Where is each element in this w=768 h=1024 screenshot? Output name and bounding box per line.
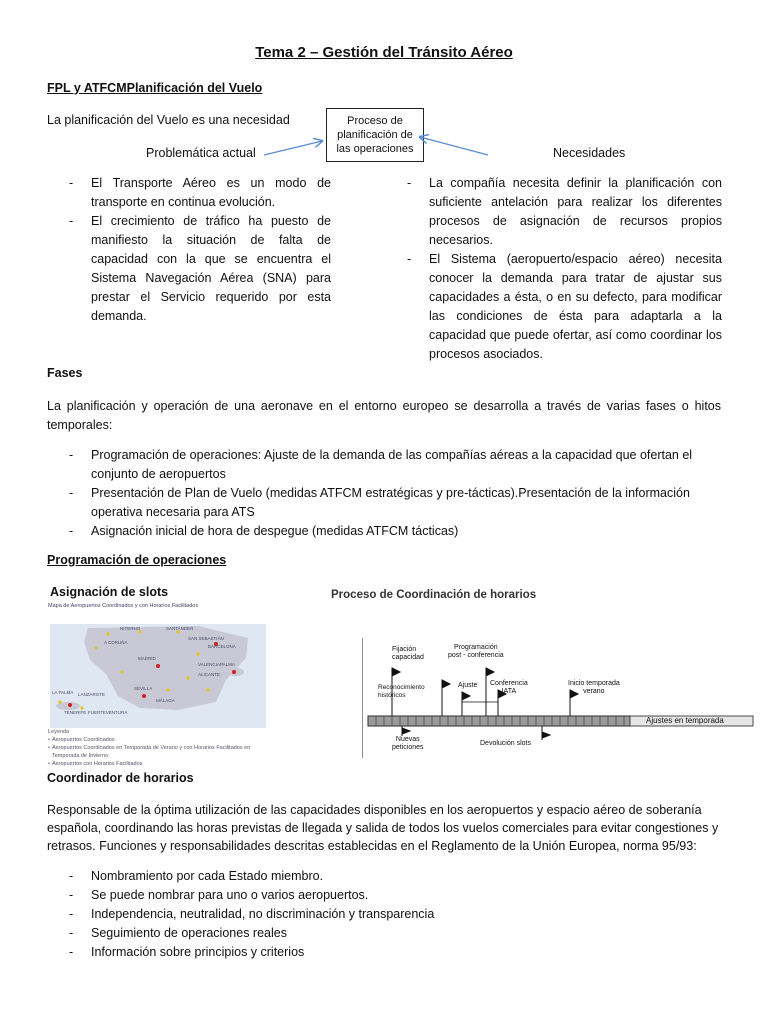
arrow-right xyxy=(420,137,488,155)
section-heading-coordinador: Coordinador de horarios xyxy=(47,771,194,785)
left-column-heading: Problemática actual xyxy=(146,146,256,160)
list-item: - Se puede nombrar para uno o varios aeropuertos. xyxy=(45,886,725,905)
section-heading-fases: Fases xyxy=(47,366,83,380)
box-arrows xyxy=(0,0,768,200)
page-title: Tema 2 – Gestión del Tránsito Aéreo xyxy=(255,44,513,61)
milestone-flags xyxy=(392,668,578,740)
diagram-label-line: post - conferencia xyxy=(448,652,504,659)
coordination-diagram xyxy=(362,632,757,758)
diagram-title: Proceso de Coordinación de horarios xyxy=(331,589,537,601)
svg-text:SEVILLA: SEVILLA xyxy=(134,686,153,691)
legend-bullet: • xyxy=(48,745,50,751)
list-item: - Programación de operaciones: Ajuste de la demanda de las compañías aéreas a la capacidad que ofertan el conjunto de aeropuertos xyxy=(45,446,725,484)
label-programacion xyxy=(448,644,504,660)
label-fijacion xyxy=(392,646,424,662)
list-item: - Presentación de Plan de Vuelo (medidas ATFCM estratégicas y pre-tácticas).Presentación de la información operativa necesaria para ATS xyxy=(45,484,725,522)
svg-text:MÁLAGA: MÁLAGA xyxy=(156,698,175,703)
svg-text:ALICANTE: ALICANTE xyxy=(198,672,221,677)
label-conferencia xyxy=(490,680,528,696)
fases-list xyxy=(45,446,725,541)
label-ajustes-temporada: Ajustes en temporada xyxy=(646,716,724,725)
diagram-label-line: históricos xyxy=(378,691,406,699)
left-column-list xyxy=(45,174,331,326)
list-item: - Información sobre principios y criterios xyxy=(45,943,725,962)
list-item: - Seguimiento de operaciones reales xyxy=(45,924,725,943)
diagram-label-line: Programación xyxy=(454,644,498,651)
legend-bullet: • xyxy=(48,761,50,767)
airports-map-figure xyxy=(48,602,268,770)
slots-heading: Asignación de slots xyxy=(50,585,169,599)
svg-text:LANZAROTE: LANZAROTE xyxy=(78,692,106,697)
process-box-line: las operaciones xyxy=(336,143,414,155)
list-item: - El Sistema (aeropuerto/espacio aéreo) necesita conocer la demanda para tratar de ajustar sus capacidades a ésta, o en su defecto, para modificar las condiciones de ésta para adaptarla a la capacidad que puede ofertar, así como coordinar los procesos asociados. xyxy=(383,250,722,364)
svg-text:VALENCIA: VALENCIA xyxy=(198,662,220,667)
diagram-label-line: verano xyxy=(583,688,605,695)
label-ajuste: Ajuste xyxy=(458,682,478,689)
svg-text:PALMA: PALMA xyxy=(220,662,235,667)
label-devolucion-slots: Devolución slots xyxy=(480,740,531,747)
svg-text:A CORUÑA: A CORUÑA xyxy=(104,640,128,645)
map-legend-item: Aeropuertos Coordinados xyxy=(51,737,115,743)
process-box-line: Proceso de xyxy=(347,115,403,127)
list-item: - Asignación inicial de hora de despegue (medidas ATFCM tácticas) xyxy=(45,522,725,541)
section-heading-programacion: Programación de operaciones xyxy=(47,553,227,567)
svg-text:SANTANDER: SANTANDER xyxy=(166,626,194,631)
legend-bullet: • xyxy=(48,737,50,743)
svg-text:NITERNO: NITERNO xyxy=(120,626,141,631)
svg-text:TENERIFE: TENERIFE xyxy=(64,710,87,715)
coordinador-list xyxy=(45,867,725,962)
svg-text:BARCELONA: BARCELONA xyxy=(208,644,236,649)
diagram-label-line: IATA xyxy=(501,688,517,695)
spain-map xyxy=(48,610,268,728)
svg-text:FUERTEVENTURA: FUERTEVENTURA xyxy=(88,710,128,715)
diagram-label-line: capacidad xyxy=(392,654,424,661)
map-legend-title: Leyenda xyxy=(48,729,70,735)
diagram-label-line: Reconocimiento xyxy=(378,684,425,691)
svg-text:MADRID: MADRID xyxy=(138,656,156,661)
svg-text:SAN SEBASTIÁN: SAN SEBASTIÁN xyxy=(188,636,224,641)
process-box-line: planificación de xyxy=(337,129,413,141)
intro-text: La planificación del Vuelo es una necesidad xyxy=(47,113,290,127)
diagram-label-line: Conferencia xyxy=(490,680,528,687)
section-heading-fpl: FPL y ATFCMPlanificación del Vuelo xyxy=(47,81,263,95)
map-title: Mapa de Aeropuertos Coordinados y con Horarios Facilitados xyxy=(48,603,199,609)
list-item: - El crecimiento de tráfico ha puesto de manifiesto la situación de falta de capacidad con la que se encuentra el Sistema Navegación Aérea (SNA) para prestar el Servicio requerido por esta demanda. xyxy=(45,212,331,326)
label-inicio-temporada xyxy=(568,680,620,696)
list-item: - Independencia, neutralidad, no discriminación y transparencia xyxy=(45,905,725,924)
diagram-label-line: Fijación xyxy=(392,646,417,653)
list-item: - El Transporte Aéreo es un modo de transporte en continua evolución. xyxy=(45,174,331,212)
coordinador-paragraph: Responsable de la óptima utilización de las capacidades disponibles en los aeropuertos y espacio aéreo de soberanía española, coordinando las horas previstas de llegada y salida de todos los vuelos comerciales para evitar congestiones y retrasos. Funciones y responsabilidades descritas establecidas en el Reglamento de la Unión Europea, norma 95/93: xyxy=(47,803,719,853)
svg-text:LA PALMA: LA PALMA xyxy=(52,690,74,695)
diagram-label-line: Nuevas xyxy=(395,736,420,743)
map-legend-item: Aeropuertos con Horarios Facilitados xyxy=(51,761,143,767)
fases-intro: La planificación y operación de una aeronave en el entorno europeo se desarrolla a través de varias fases o hitos temporales: xyxy=(47,399,721,432)
right-column-heading: Necesidades xyxy=(553,146,626,160)
diagram-label-line: peticiones xyxy=(392,744,424,751)
diagram-label-line: Inicio temporada xyxy=(568,680,620,687)
label-nuevas-peticiones xyxy=(392,736,424,752)
list-item: - La compañía necesita definir la planificación con suficiente antelación para realizar los diferentes procesos de asignación de recursos propios necesarios. xyxy=(383,174,722,250)
right-column-list xyxy=(383,174,722,364)
label-reconocimiento xyxy=(378,684,425,699)
list-item: - Nombramiento por cada Estado miembro. xyxy=(45,867,725,886)
map-legend-item: Aeropuertos Coordinados en Temporada de Verano y con Horarios Facilitados en Temporada de Invierno xyxy=(51,745,251,759)
arrow-left xyxy=(264,141,322,155)
